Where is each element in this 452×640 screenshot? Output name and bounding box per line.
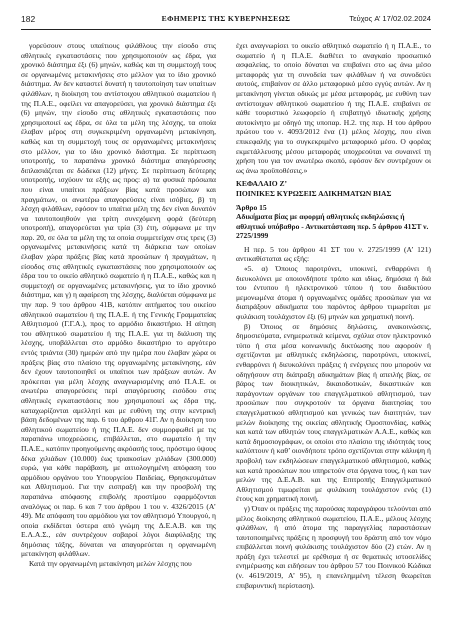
paragraph: γορεύσουν στους υπαίτιους φιλάθλους την είσοδο στις αθλητικές εγκαταστάσεις που χρησιμοποιούν ως έδρα, για χρονικό διάστημα έξι (6) μηνών, καθώς και τη συμμετοχή τους σε οργανωμένες μετακινήσεις στο μέλλον για το ίδιο χρονικό διάστημα. Αν δεν καταστεί δυνατή η ταυτοποίηση των υπαίτιων φιλάθλων, η διοίκηση του αντίστοιχου αθλητικού σωματείου ή της Π.Α.Ε., οφείλει να απαγορεύσει, για χρονικό διάστημα έξι (6) μηνών, την είσοδο στις αθλητικές εγκαταστάσεις που χρησιμοποιεί ως έδρα, σε όλα τα μέλη της λέσχης, τα οποία έλαβαν μέρος στη συγκεκριμένη οργανωμένη μετακίνηση, καθώς και τη συμμετοχή τους σε οργανωμένες μετακινήσεις στο μέλλον, για το ίδιο χρονικό διάστημα. Σε περίπτωση υποτροπής, το παραπάνω χρονικό διάστημα απαγόρευσης διπλασιάζεται σε δώδεκα (12) μήνες. Σε περίπτωση δεύτερης υποτροπής, ισχύουν τα εξής ως προς: α) τα φυσικά πρόσωπα που είναι υπαίτιοι πράξεων βίας κατά προσώπων και πραγμάτων, οι ανωτέρω απαγορεύσεις είναι ισόβιες, β) τη λέσχη φιλάθλων, εφόσον το υπαίτια μέλη της δεν είναι δυνατόν να ταυτοποιηθούν για τρίτη συνεχόμενη φορά (δεύτερη υποτροπή), απαγορεύεται για τρία (3) έτη, σύμφωνα με την παρ. 20, σε όλα τα μέλη της τα οποία συμμετείχαν στις τρεις (3) οργανωμένες μετακινήσεις κατά τη διάρκεια των οποίων έλαβαν χώρα πράξεις βίας κατά προσώπων ή πραγμάτων, η είσοδος στις αθλητικές εγκαταστάσεις που χρησιμοποιούν ως έδρα του το οικείο αθλητικό σωματείο ή η Π.Α.Ε., καθώς και η συμμετοχή σε οργανωμένες μετακινήσεις, για το ίδιο χρονικό διάστημα, και γ) η αφαίρεση της λέσχης, διαλύεται σύμφωνα με την παρ. 9 του άρθρου 41Β, κατόπιν αιτήματος του οικείου αθλητικού σωματείου ή της Π.Α.Ε. ή της Γενικής Γραμματείας Αθλητισμού (Γ.Γ.Α.), προς το αρμόδιο δικαστήριο. Η αίτηση του αθλητικού σωματείου ή της Π.Α.Ε. για τη διάλυση της λέσχης, υποβάλλεται στο αρμόδιο δικαστήριο το αργότερο εντός τριάντα (30) ημερών από την ημέρα που έλαβαν χώρα οι πράξεις βίας στο πλαίσιο της οργανωμένης μετακίνησης, εάν δεν έχουν ταυτοποιηθεί οι υπαίτιοι των πράξεων αυτών. Αν πρόκειται για μέλη λέσχης αναγνωρισμένης από Π.Α.Ε. οι ανωτέρω απαγορεύσεις περί απαγόρευσης εισόδου στις αθλητικές εγκαταστάσεις που χρησιμοποιεί ως έδρα της, καταχωρίζονται αμελλητί και με ευθύνη της στην κεντρική βάση δεδομένων της παρ. 6 του άρθρου 41Γ. Αν η διοίκηση του αθλητικού σωματείου ή της Π.Α.Ε. δεν συμμορφωθεί με τις παραπάνω υποχρεώσεις, επιβάλλεται, στο σωματείο ή την Π.Α.Ε., κατόπιν προηγούμενης ακρόασής τους, πρόστιμο ύψους δέκα χιλιάδων (10.000) έως τριακοσίων χιλιάδων (300.000) ευρώ, για κάθε παράβαση, με αιτιολογημένη απόφαση του αρμόδιου οργάνου του Υπουργείου Παιδείας, Θρησκευμάτων και Αθλητισμού. Για την εισπραξή και την προσβολή της παραπάνω απόφασης επιβολής προστίμου εφαρμόζονται αναλόγως οι παρ. 6 και 7 του άρθρου 1 του ν. 4326/2015 (Α’ 49). Με απόφαση του αρμόδιου για τον αθλητισμό Υπουργού, η οποία εκδίδεται ύστερα από γνώμη της Δ.Ε.Α.Β. και της Ε.Λ.Α.Σ., εάν συντρέχουν σοβαροί λόγοι διαφύλαξης της δημόσιας τάξης, δύναται να απαγορεύεται η οργανωμένη μετακίνηση φιλάθλων. <box>21 41 216 559</box>
paragraph: «5. α) Όποιος παροτρύνει, υποκινεί, ενθαρρύνει ή διευκολύνει με οποιονδήποτε τρόπο και ιδίως, δημόσια ή διά του έντυπου ή ηλεκτρονικού τύπου ή του διαδικτύου μεμονωμένα άτομα ή οργανωμένες ομάδες προσώπων για να διαπράξουν αδικήματα του παρόντος άρθρου τιμωρείται με φυλάκιση τουλάχιστον έξι (6) μηνών και χρηματική ποινή. <box>236 264 431 322</box>
left-column <box>21 41 216 569</box>
section-heading: ΚΕΦΑΛΑΙΟ Ζ’ <box>236 179 288 189</box>
paragraph: Κατά την οργανωμένη μετακίνηση μελών λέσχης που <box>29 559 192 569</box>
page-header <box>21 14 431 28</box>
section-heading: ΠΟΙΝΙΚΕΣ ΚΥΡΩΣΕΙΣ ΑΔΙΚΗΜΑΤΩΝ ΒΙΑΣ <box>236 188 392 198</box>
header-rule <box>21 29 431 30</box>
journal-title: ΕΦΗΜΕΡΙΣ ΤΗΣ ΚΥΒΕΡΝΗΣΕΩΣ <box>161 14 291 23</box>
paragraph: έχει αναγνωρίσει το οικείο αθλητικό σωματείο ή η Π.Α.Ε., το σωματείο ή η Π.Α.Ε. διαθέτει το αναγκαίο προσωπικό ασφαλείας, το οποίο δύναται να επιβαίνει στο ως άνω μέσο μεταφοράς για τη συνοδεία των φιλάθλων ή να συνοδεύει αυτούς, επιβαίνον σε άλλο μεταφορικό μέσο εγγύς αυτών. Αν η μετακίνηση γίνεται οδικώς με μέσα μεταφοράς, με ευθύνη των αντίστοιχων αθλητικού σωματείου ή της Π.Α.Ε. επιβαίνει σε κάθε τουριστικό λεωφορείο ή επιβατηγό ιδιωτικής χρήσης αυτοκίνητο με οδηγό της υποπαρ. Η.2. της περ. Η του άρθρου πρώτου του ν. 4093/2012 ένα (1) μέλος λέσχης, που είναι επικεφαλής για το συγκεκριμένο μεταφορικό μέσο. Ο φορέας εκμετάλλευσης μέσου μεταφοράς υποχρεούται να συναινεί τη χρήση του για τον ανωτέρω σκοπό, εφόσον δεν συντρέχουν οι ως άνω προϋποθέσεις.» <box>236 41 431 175</box>
paragraph: γ) Όταν οι πράξεις της παρούσας παραγράφου τελούνται από μέλος διοίκησης αθλητικού σωματείου, Π.Α.Ε., μέλους λέσχης φιλάθλων, ή από άτομα της παραγγελίας παραστάσεων ταυτοποιημένες πράξεις η προσφυγή του δράστη από τον νόμο επιβάλλεται ποινή φυλάκισης τουλάχιστον δύο (2) ετών. Αν η πράξη έχει τελεστεί με ερέθισμα ή σε θεματικές ιστοσελίδες ενημέρωσης και ειδήσεων του άρθρου 57 του Ποινικού Κώδικα (ν. 4619/2019, Α’ 95), η επανελημμένη τέλεση θεωρείται επιβαρυντική περίσταση). <box>236 503 431 590</box>
right-column <box>236 41 431 590</box>
section-heading: Αδικήματα βίας με αφορμή αθλητικές εκδηλώσεις ή αθλητικό υπόβαθρο - Αντικατάσταση περ. 5 άρθρου 41ΣΤ ν. 2725/1999 <box>236 212 429 241</box>
issue-info: Τεύχος A’ 17/02.02.2024 <box>349 14 431 23</box>
page-number: 182 <box>21 14 36 24</box>
section-heading: Άρθρο 15 <box>236 202 267 212</box>
paragraph: Η περ. 5 του άρθρου 41 ΣΤ του ν. 2725/1999 (Α’ 121) αντικαθίσταται ως εξής: <box>236 244 431 264</box>
paragraph: β) Όποιος σε δημόσιες δηλώσεις, ανακοινώσεις, δημοσιεύματα, ενημερωτικά κείμενα, σχόλια στον ηλεκτρονικό τύπο ή στα μέσα κοινωνικής δικτύωσης που αφορούν ή σχετίζονται με αθλητικές εκδηλώσεις, παροτρύνει, υποκινεί, ενθαρρύνει ή διευκολύνει πράξεις ή ενέργειες που μπορούν να οδηγήσουν στη διάπραξη αδικημάτων βίας ή απειλής βίας, σε βάρος των διοικητικών, δικαιοδοτικών, δικαστικών και παράγοντων οργάνων του επαγγελματικού αθλητισμού, των προσώπων που συγκροτούν τα όργανα διαιτησίας του επαγγελματικού αθλητισμού και γενικώς των διαιτητών, των μελών διοίκησης της οικείας αθλητικής Ομοσπονδίας, καθώς και κατά των αθλητών τους επαγγελματικών Α.Α.Ε., καθώς και κατά δημοσιογράφων, οι οποίοι στο πλαίσιο της ιδιότητάς τους καλύπτουν ή καθ’ οιονδήποτε τρόπο σχετίζονται στην κάλυψη ή προβολή των εκδηλώσεων επαγγελματικού αθλητισμού, καθώς και κατά προσώπων που υπηρετούν στα όργανα τους, ή και των μελών της Δ.Ε.Α.Β. και της Επιτροπής Επαγγελματικού Αθλητισμού τιμωρείται με φυλάκιση τουλάχιστον ενός (1) έτους και χρηματική ποινή. <box>236 321 431 504</box>
